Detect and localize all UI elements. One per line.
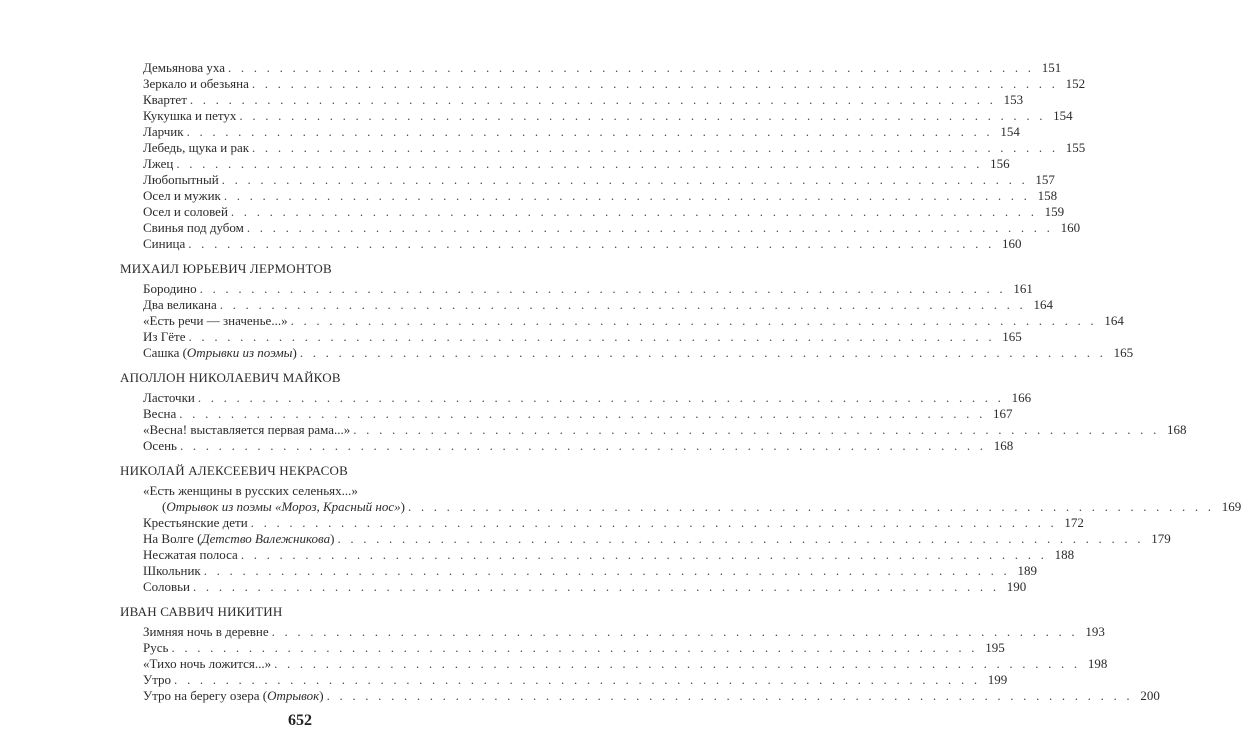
entry-title-italic: Отрывок xyxy=(267,688,320,703)
entry-title-text: «Есть женщины в русских селеньях...» xyxy=(143,483,358,498)
toc-entry[interactable] xyxy=(120,220,1081,236)
entry-page: 195 xyxy=(985,640,1005,655)
toc-entry[interactable] xyxy=(120,688,1160,704)
entry-title-after: ) xyxy=(400,499,405,514)
dot-leader xyxy=(251,515,1057,531)
author-heading: МИХАИЛ ЮРЬЕВИЧ ЛЕРМОНТОВ xyxy=(120,261,332,276)
toc-section xyxy=(120,603,1160,704)
entry-title xyxy=(143,438,177,454)
entry-page: 169 xyxy=(1221,499,1241,514)
entry-title-text: «Тихо ночь ложится...» xyxy=(143,656,272,671)
dot-leader xyxy=(272,624,1078,640)
dot-leader xyxy=(252,140,1058,156)
entry-title-italic: Отрывок из поэмы «Мороз, Красный нос» xyxy=(166,499,401,514)
entry-title-text: Кукушка и петух xyxy=(143,108,237,123)
entry-title xyxy=(143,313,288,329)
toc-entry[interactable] xyxy=(120,92,1024,108)
toc-section xyxy=(120,462,1241,595)
entry-page: 159 xyxy=(1044,204,1065,219)
dot-leader xyxy=(353,422,1159,438)
dot-leader xyxy=(188,236,994,252)
entry-title xyxy=(143,688,324,704)
entry-title xyxy=(143,515,248,531)
entry-title-text: Лебедь, щука и рак xyxy=(143,140,250,155)
dot-leader xyxy=(231,204,1037,220)
entry-title xyxy=(143,188,221,204)
entry-title xyxy=(143,390,195,406)
toc-section xyxy=(120,260,1134,361)
dot-leader xyxy=(179,406,985,422)
toc-entry[interactable] xyxy=(120,60,1062,76)
entry-page: 153 xyxy=(1003,92,1024,107)
toc-entry[interactable] xyxy=(120,236,1022,252)
dot-leader xyxy=(224,188,1030,204)
dot-leader xyxy=(198,390,1004,406)
entry-page: 156 xyxy=(990,156,1010,171)
entry-title-text: Зимняя ночь в деревне xyxy=(143,624,269,639)
entry-title-italic: Отрывки из поэмы xyxy=(186,345,293,360)
dot-leader xyxy=(189,329,995,345)
table-of-contents xyxy=(120,60,1241,704)
entry-title xyxy=(143,656,271,672)
dot-leader xyxy=(220,297,1026,313)
author-heading: ИВАН САВВИЧ НИКИТИН xyxy=(120,604,283,619)
toc-entry[interactable] xyxy=(120,172,1055,188)
toc-entry[interactable] xyxy=(120,188,1058,204)
dot-leader xyxy=(171,640,977,656)
entry-title-text: Бородино xyxy=(143,281,197,296)
dot-leader xyxy=(180,438,986,454)
entry-title xyxy=(143,531,334,547)
entry-title-text: На Волге ( xyxy=(143,531,202,546)
entry-title xyxy=(143,672,171,688)
entry-title-text: Сашка ( xyxy=(143,345,187,360)
entry-title xyxy=(143,108,236,124)
entry-page: 160 xyxy=(1060,220,1081,235)
entry-title xyxy=(143,281,197,297)
entry-title-text: Русь xyxy=(143,640,169,655)
entry-title-text: Демьянова уха xyxy=(143,60,225,75)
dot-leader xyxy=(239,108,1045,124)
toc-entry-continuation[interactable] xyxy=(120,499,1241,515)
dot-leader xyxy=(222,172,1028,188)
entry-title-text: Любопытный xyxy=(143,172,219,187)
entry-page: 154 xyxy=(1000,124,1020,139)
entry-title xyxy=(143,236,185,252)
entry-title-text: Квартет xyxy=(143,92,187,107)
toc-entry[interactable] xyxy=(120,531,1171,547)
dot-leader xyxy=(300,345,1106,361)
dot-leader xyxy=(200,281,1006,297)
entry-page: 188 xyxy=(1054,547,1075,562)
entry-title xyxy=(143,297,217,313)
toc-entry[interactable] xyxy=(120,140,1086,156)
toc-entry[interactable] xyxy=(120,672,1008,688)
dot-leader xyxy=(204,563,1010,579)
entry-title-text: Осень xyxy=(143,438,177,453)
toc-entry[interactable] xyxy=(120,438,1014,454)
dot-leader xyxy=(193,579,999,595)
entry-page: 200 xyxy=(1140,688,1160,703)
toc-entry[interactable] xyxy=(120,124,1020,140)
dot-leader xyxy=(247,220,1053,236)
entry-page: 172 xyxy=(1064,515,1084,530)
toc-entry[interactable] xyxy=(120,656,1108,672)
entry-page: 165 xyxy=(1002,329,1022,344)
entry-page: 158 xyxy=(1037,188,1058,203)
page-number: 652 xyxy=(288,712,312,729)
entry-title-after: ) xyxy=(292,345,297,360)
entry-title xyxy=(143,624,269,640)
toc-entry[interactable] xyxy=(120,579,1027,595)
toc-entry[interactable] xyxy=(120,156,1010,172)
entry-page: 160 xyxy=(1002,236,1022,251)
entry-page: 198 xyxy=(1087,656,1108,671)
entry-title xyxy=(143,329,186,345)
entry-page: 155 xyxy=(1065,140,1086,155)
entry-page: 199 xyxy=(987,672,1008,687)
author-heading: АПОЛЛОН НИКОЛАЕВИЧ МАЙКОВ xyxy=(120,370,341,385)
dot-leader xyxy=(327,688,1133,704)
entry-title xyxy=(143,640,168,656)
toc-entry[interactable] xyxy=(120,313,1124,329)
entry-title-text: «Есть речи — значенье...» xyxy=(143,313,288,328)
toc-entry[interactable] xyxy=(120,390,1032,406)
entry-title-text: Крестьянские дети xyxy=(143,515,248,530)
dot-leader xyxy=(228,60,1034,76)
toc-entry[interactable] xyxy=(120,345,1134,361)
entry-page: 157 xyxy=(1035,172,1055,187)
entry-title-text: Осел и мужик xyxy=(143,188,221,203)
toc-entry[interactable] xyxy=(120,563,1037,579)
entry-title-text: Зеркало и обезьяна xyxy=(143,76,249,91)
entry-title xyxy=(143,579,190,595)
dot-leader xyxy=(337,531,1143,547)
entry-title-text: Из Гёте xyxy=(143,329,186,344)
entry-title xyxy=(143,124,184,140)
entry-page: 167 xyxy=(993,406,1013,421)
entry-title xyxy=(143,172,219,188)
toc-entry[interactable] xyxy=(120,406,1013,422)
toc-entry[interactable] xyxy=(120,108,1073,124)
toc-entry[interactable] xyxy=(120,640,1005,656)
entry-title xyxy=(143,156,173,172)
entry-title xyxy=(143,92,187,108)
entry-page: 193 xyxy=(1085,624,1105,639)
dot-leader xyxy=(252,76,1058,92)
entry-page: 165 xyxy=(1113,345,1134,360)
entry-page: 164 xyxy=(1104,313,1124,328)
entry-title xyxy=(143,406,176,422)
dot-leader xyxy=(274,656,1080,672)
toc-entry[interactable] xyxy=(120,297,1053,313)
dot-leader xyxy=(176,156,982,172)
toc-section xyxy=(120,369,1187,454)
entry-title-text: Осел и соловей xyxy=(143,204,228,219)
entry-page: 151 xyxy=(1041,60,1062,75)
dot-leader xyxy=(241,547,1047,563)
entry-page: 152 xyxy=(1065,76,1086,91)
entry-title xyxy=(143,483,358,499)
entry-title xyxy=(143,547,238,563)
entry-title xyxy=(143,220,244,236)
entry-title-text: Два великана xyxy=(143,297,217,312)
toc-entry[interactable] xyxy=(120,281,1033,297)
entry-title-text: Соловьи xyxy=(143,579,191,594)
entry-title xyxy=(143,60,225,76)
dot-leader xyxy=(190,92,996,108)
entry-title xyxy=(143,563,201,579)
entry-title-after: ) xyxy=(319,688,324,703)
entry-title-italic: Детство Валежникова xyxy=(201,531,331,546)
entry-title-text: Лжец xyxy=(143,156,174,171)
entry-title-text: Ласточки xyxy=(143,390,195,405)
entry-page: 189 xyxy=(1017,563,1037,578)
toc-entry[interactable] xyxy=(120,329,1022,345)
entry-title xyxy=(143,422,350,438)
entry-page: 154 xyxy=(1053,108,1073,123)
toc-entry[interactable] xyxy=(120,624,1105,640)
dot-leader xyxy=(174,672,980,688)
entry-page: 168 xyxy=(993,438,1014,453)
author-heading: НИКОЛАЙ АЛЕКСЕЕВИЧ НЕКРАСОВ xyxy=(120,463,348,478)
entry-title-text: ( xyxy=(162,499,167,514)
entry-page: 179 xyxy=(1151,531,1171,546)
dot-leader xyxy=(187,124,993,140)
entry-title xyxy=(143,204,228,220)
entry-title xyxy=(143,345,297,361)
toc-entry[interactable] xyxy=(120,204,1065,220)
entry-page: 161 xyxy=(1013,281,1033,296)
entry-title xyxy=(143,76,249,92)
dot-leader xyxy=(408,499,1214,515)
entry-title-text: Утро xyxy=(143,672,172,687)
entry-title-text: Свинья под дубом xyxy=(143,220,244,235)
entry-title-text: Ларчик xyxy=(143,124,184,139)
dot-leader xyxy=(291,313,1097,329)
entry-page: 190 xyxy=(1006,579,1027,594)
entry-title-text: Синица xyxy=(143,236,186,251)
toc-entry[interactable] xyxy=(120,76,1086,92)
entry-title-text: Весна xyxy=(143,406,177,421)
toc-entry[interactable] xyxy=(120,422,1187,438)
entry-page: 164 xyxy=(1033,297,1053,312)
entry-title-text: Школьник xyxy=(143,563,201,578)
toc-entry[interactable] xyxy=(120,547,1075,563)
entry-title xyxy=(143,140,249,156)
entry-title-after: ) xyxy=(330,531,335,546)
entry-page: 168 xyxy=(1167,422,1187,437)
entry-title-text: Утро на берегу озера ( xyxy=(143,688,268,703)
entry-title-text: Несжатая полоса xyxy=(143,547,238,562)
toc-entry[interactable] xyxy=(120,483,503,499)
toc-section xyxy=(120,60,1086,252)
entry-title xyxy=(162,499,405,515)
toc-entry[interactable] xyxy=(120,515,1084,531)
entry-title-text: «Весна! выставляется первая рама...» xyxy=(143,422,351,437)
entry-page: 166 xyxy=(1011,390,1032,405)
